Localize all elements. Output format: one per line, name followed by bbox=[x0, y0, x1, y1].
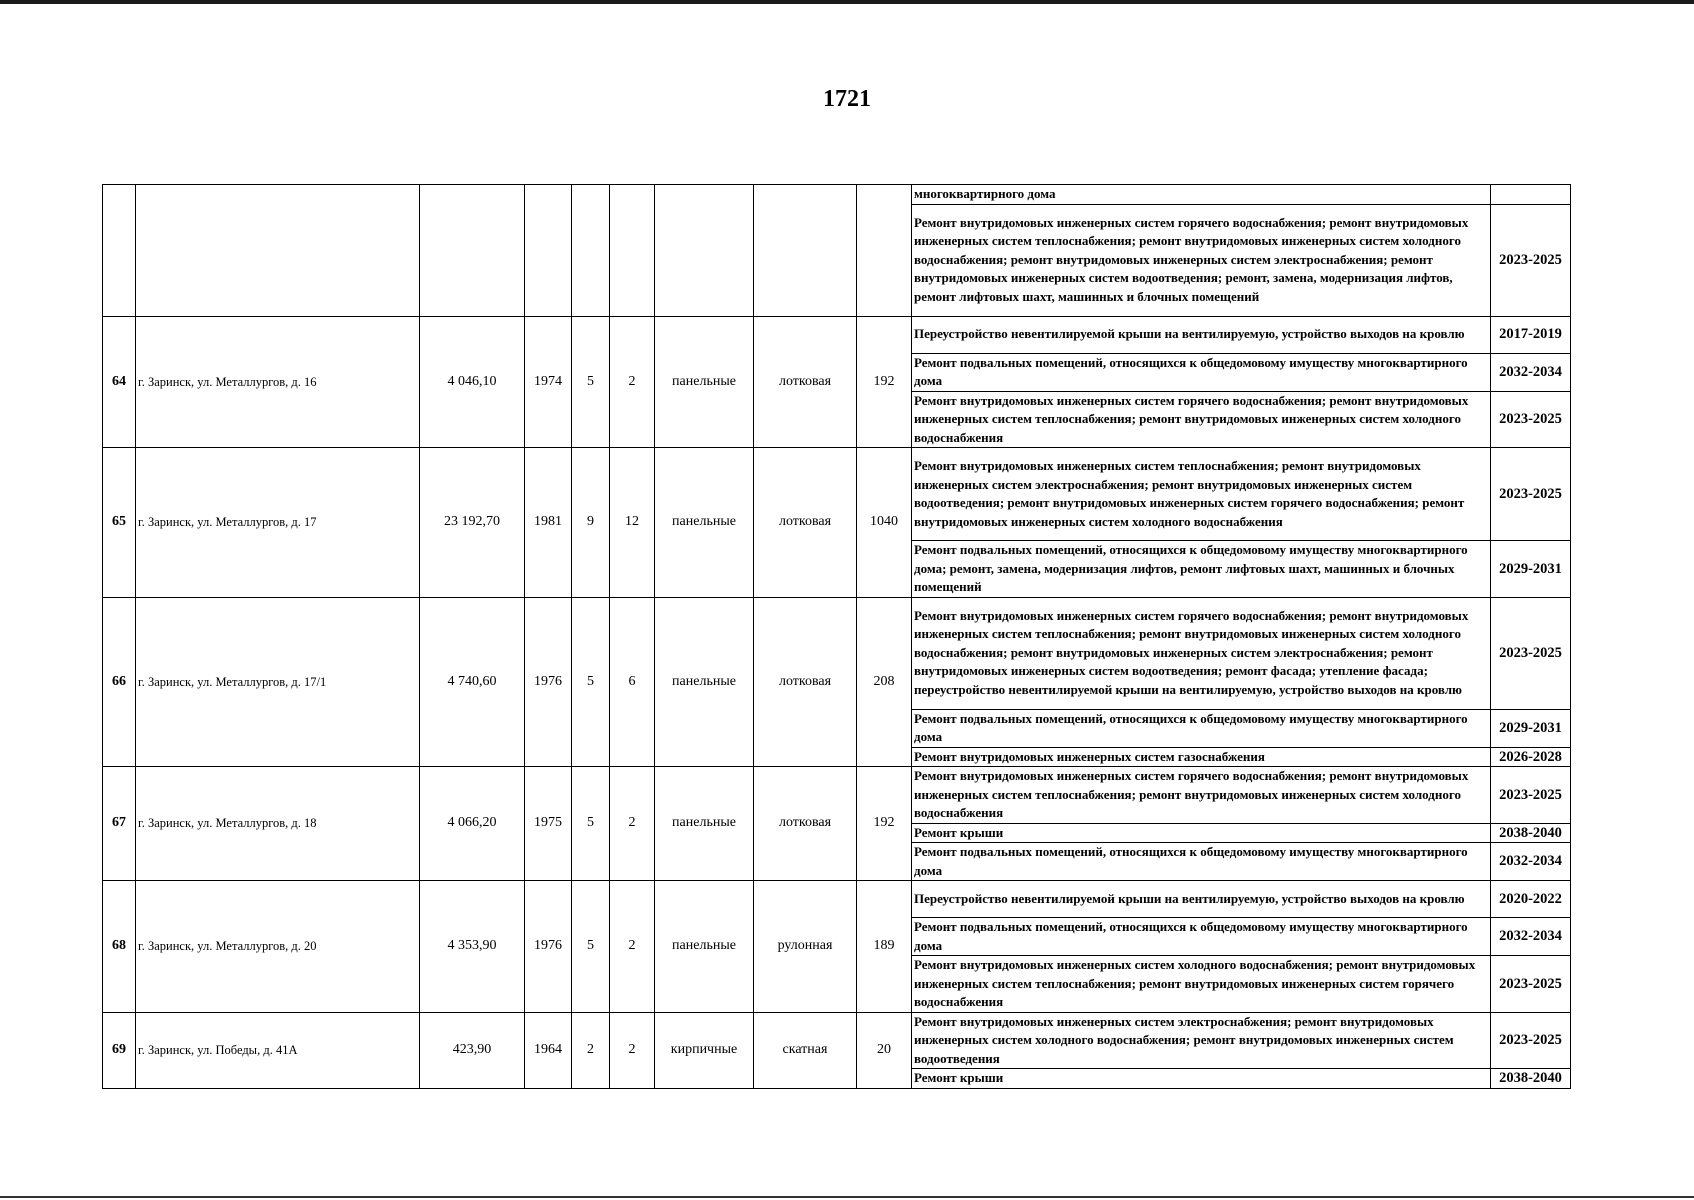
total-area: 4 046,10 bbox=[420, 316, 525, 448]
repair-period: 2029-2031 bbox=[1491, 709, 1571, 747]
repair-work-description: Ремонт крыши bbox=[912, 1069, 1491, 1089]
table-row bbox=[103, 448, 1571, 541]
row-number: 68 bbox=[103, 881, 136, 1013]
resident-count: 192 bbox=[857, 767, 912, 881]
house-address: г. Заринск, ул. Металлургов, д. 18 bbox=[136, 767, 420, 881]
row-number: 67 bbox=[103, 767, 136, 881]
resident-count: 20 bbox=[857, 1012, 912, 1088]
row-number bbox=[103, 185, 136, 317]
wall-material: панельные bbox=[655, 448, 754, 598]
table-row bbox=[103, 316, 1571, 353]
row-number: 66 bbox=[103, 597, 136, 767]
repair-work-description: Ремонт подвальных помещений, относящихся к общедомовому имуществу многоквартирного дома bbox=[912, 918, 1491, 956]
bottom-scan-border bbox=[0, 1196, 1694, 1198]
entrance-count: 2 bbox=[610, 316, 655, 448]
total-area: 4 353,90 bbox=[420, 881, 525, 1013]
entrance-count bbox=[610, 185, 655, 317]
table-row bbox=[103, 881, 1571, 918]
build-year: 1975 bbox=[525, 767, 572, 881]
resident-count: 189 bbox=[857, 881, 912, 1013]
row-number: 65 bbox=[103, 448, 136, 598]
entrance-count: 2 bbox=[610, 1012, 655, 1088]
floor-count: 5 bbox=[572, 597, 610, 767]
entrance-count: 6 bbox=[610, 597, 655, 767]
repair-period: 2026-2028 bbox=[1491, 747, 1571, 767]
roof-type: лотковая bbox=[754, 316, 857, 448]
resident-count: 1040 bbox=[857, 448, 912, 598]
repair-work-description: Ремонт крыши bbox=[912, 823, 1491, 843]
build-year: 1976 bbox=[525, 597, 572, 767]
build-year bbox=[525, 185, 572, 317]
repair-period: 2032-2034 bbox=[1491, 843, 1571, 881]
repair-period: 2023-2025 bbox=[1491, 1012, 1571, 1069]
build-year: 1981 bbox=[525, 448, 572, 598]
repair-work-description: Переустройство невентилируемой крыши на вентилируемую, устройство выходов на кровлю bbox=[912, 881, 1491, 918]
repair-work-description: Ремонт внутридомовых инженерных систем горячего водоснабжения; ремонт внутридомовых инженерных систем теплоснабжения; ремонт внутридомовых инженерных систем холодного водоснабжения; ремонт внутридомовых инженерных систем электроснабжения; ремонт внутридомовых инженерных систем водоотведения; ремонт фасада; утепление фасада; переустройство невентилируемой крыши на вентилируемую, устройство выходов на кровлю bbox=[912, 597, 1491, 709]
repair-work-description: Ремонт внутридомовых инженерных систем электроснабжения; ремонт внутридомовых инженерных систем холодного водоснабжения; ремонт внутридомовых инженерных систем водоотведения bbox=[912, 1012, 1491, 1069]
repair-work-description: Ремонт внутридомовых инженерных систем горячего водоснабжения; ремонт внутридомовых инженерных систем теплоснабжения; ремонт внутридомовых инженерных систем холодного водоснабжения bbox=[912, 767, 1491, 824]
repair-work-description: многоквартирного дома bbox=[912, 185, 1491, 205]
total-area: 4 740,60 bbox=[420, 597, 525, 767]
repair-period: 2023-2025 bbox=[1491, 448, 1571, 541]
repair-period: 2038-2040 bbox=[1491, 1069, 1571, 1089]
table-row bbox=[103, 767, 1571, 824]
build-year: 1964 bbox=[525, 1012, 572, 1088]
roof-type bbox=[754, 185, 857, 317]
repair-period: 2032-2034 bbox=[1491, 918, 1571, 956]
roof-type: лотковая bbox=[754, 597, 857, 767]
resident-count: 192 bbox=[857, 316, 912, 448]
resident-count: 208 bbox=[857, 597, 912, 767]
wall-material: панельные bbox=[655, 316, 754, 448]
floor-count: 5 bbox=[572, 767, 610, 881]
floor-count: 5 bbox=[572, 316, 610, 448]
repair-work-description: Ремонт внутридомовых инженерных систем газоснабжения bbox=[912, 747, 1491, 767]
entrance-count: 12 bbox=[610, 448, 655, 598]
wall-material bbox=[655, 185, 754, 317]
roof-type: рулонная bbox=[754, 881, 857, 1013]
repair-period: 2017-2019 bbox=[1491, 316, 1571, 353]
floor-count: 9 bbox=[572, 448, 610, 598]
repair-period: 2023-2025 bbox=[1491, 767, 1571, 824]
repair-work-description: Ремонт подвальных помещений, относящихся к общедомовому имуществу многоквартирного дома; ремонт, замена, модернизация лифтов, ремонт лифтовых шахт, машинных и блочных помещений bbox=[912, 541, 1491, 598]
entrance-count: 2 bbox=[610, 767, 655, 881]
repair-work-description: Ремонт подвальных помещений, относящихся к общедомовому имуществу многоквартирного дома bbox=[912, 353, 1491, 391]
row-number: 69 bbox=[103, 1012, 136, 1088]
repair-period bbox=[1491, 185, 1571, 205]
floor-count: 2 bbox=[572, 1012, 610, 1088]
total-area bbox=[420, 185, 525, 317]
house-address: г. Заринск, ул. Победы, д. 41А bbox=[136, 1012, 420, 1088]
floor-count: 5 bbox=[572, 881, 610, 1013]
repair-work-description: Переустройство невентилируемой крыши на вентилируемую, устройство выходов на кровлю bbox=[912, 316, 1491, 353]
total-area: 23 192,70 bbox=[420, 448, 525, 598]
resident-count bbox=[857, 185, 912, 317]
repair-period: 2029-2031 bbox=[1491, 541, 1571, 598]
repair-work-description: Ремонт внутридомовых инженерных систем горячего водоснабжения; ремонт внутридомовых инженерных систем теплоснабжения; ремонт внутридомовых инженерных систем холодного водоснабжения bbox=[912, 391, 1491, 448]
roof-type: лотковая bbox=[754, 448, 857, 598]
table-row bbox=[103, 185, 1571, 205]
table-row bbox=[103, 1012, 1571, 1069]
repair-period: 2020-2022 bbox=[1491, 881, 1571, 918]
repair-work-description: Ремонт подвальных помещений, относящихся к общедомовому имуществу многоквартирного дома bbox=[912, 709, 1491, 747]
repair-period: 2038-2040 bbox=[1491, 823, 1571, 843]
table-body bbox=[103, 185, 1571, 1089]
wall-material: панельные bbox=[655, 881, 754, 1013]
repair-work-description: Ремонт внутридомовых инженерных систем теплоснабжения; ремонт внутридомовых инженерных систем электроснабжения; ремонт внутридомовых инженерных систем водоотведения; ремонт внутридомовых инженерных систем горячего водоснабжения; ремонт внутридомовых инженерных систем холодного водоснабжения bbox=[912, 448, 1491, 541]
table-row bbox=[103, 597, 1571, 709]
roof-type: лотковая bbox=[754, 767, 857, 881]
total-area: 4 066,20 bbox=[420, 767, 525, 881]
repair-work-description: Ремонт подвальных помещений, относящихся к общедомовому имуществу многоквартирного дома bbox=[912, 843, 1491, 881]
house-address: г. Заринск, ул. Металлургов, д. 17 bbox=[136, 448, 420, 598]
house-address: г. Заринск, ул. Металлургов, д. 17/1 bbox=[136, 597, 420, 767]
wall-material: кирпичные bbox=[655, 1012, 754, 1088]
wall-material: панельные bbox=[655, 767, 754, 881]
repair-period: 2023-2025 bbox=[1491, 597, 1571, 709]
house-address: г. Заринск, ул. Металлургов, д. 16 bbox=[136, 316, 420, 448]
roof-type: скатная bbox=[754, 1012, 857, 1088]
top-scan-border bbox=[0, 0, 1694, 4]
repair-work-description: Ремонт внутридомовых инженерных систем горячего водоснабжения; ремонт внутридомовых инженерных систем теплоснабжения; ремонт внутридомовых инженерных систем холодного водоснабжения; ремонт внутридомовых инженерных систем электроснабжения; ремонт внутридомовых инженерных систем водоотведения; ремонт, замена, модернизация лифтов, ремонт лифтовых шахт, машинных и блочных помещений bbox=[912, 204, 1491, 316]
build-year: 1974 bbox=[525, 316, 572, 448]
entrance-count: 2 bbox=[610, 881, 655, 1013]
house-address: г. Заринск, ул. Металлургов, д. 20 bbox=[136, 881, 420, 1013]
total-area: 423,90 bbox=[420, 1012, 525, 1088]
repair-period: 2032-2034 bbox=[1491, 353, 1571, 391]
repair-period: 2023-2025 bbox=[1491, 956, 1571, 1013]
repair-period: 2023-2025 bbox=[1491, 204, 1571, 316]
repair-period: 2023-2025 bbox=[1491, 391, 1571, 448]
wall-material: панельные bbox=[655, 597, 754, 767]
capital-repair-table bbox=[102, 184, 1571, 1089]
row-number: 64 bbox=[103, 316, 136, 448]
build-year: 1976 bbox=[525, 881, 572, 1013]
repair-work-description: Ремонт внутридомовых инженерных систем холодного водоснабжения; ремонт внутридомовых инженерных систем теплоснабжения; ремонт внутридомовых инженерных систем горячего водоснабжения bbox=[912, 956, 1491, 1013]
page-number: 1721 bbox=[823, 86, 871, 112]
floor-count bbox=[572, 185, 610, 317]
house-address bbox=[136, 185, 420, 317]
